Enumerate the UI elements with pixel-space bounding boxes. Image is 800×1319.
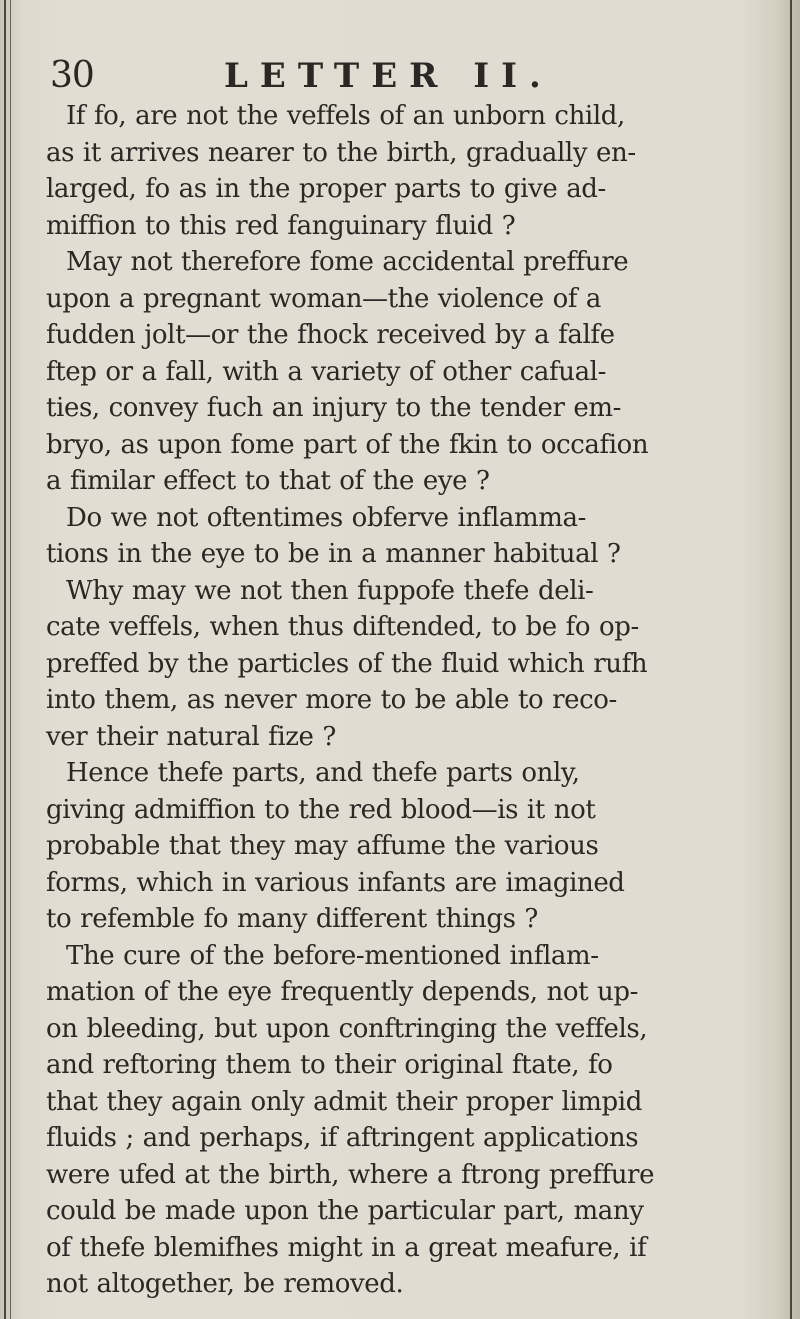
text-line: Do we not oftentimes obferve inflamma- [66, 502, 587, 533]
text-line: and reftoring them to their original ftate, fo [46, 1050, 613, 1080]
text-line: forms, which in various infants are imagined [46, 867, 625, 898]
text-line: that they again only admit their proper limpid [46, 1086, 642, 1117]
text-line: cate veffels, when thus diftended, to be fo op- [46, 612, 639, 642]
text-line: ver their natural fize ? [46, 721, 336, 752]
text-line: ftep or a fall, with a variety of other cafual- [46, 356, 606, 387]
text-line: fluids ; and perhaps, if aftringent applications [46, 1123, 639, 1153]
text-line: Why may we not then fuppofe thefe deli- [66, 575, 594, 606]
text-line: could be made upon the particular part, many [46, 1196, 644, 1226]
running-head: LETTER II. [224, 56, 553, 96]
page-edge-left-inner [10, 0, 11, 1319]
text-line: probable that they may affume the various [46, 831, 599, 861]
text-line: not altogether, be removed. [46, 1269, 404, 1299]
text-line: larged, fo as in the proper parts to give ad- [46, 174, 606, 204]
text-line: on bleeding, but upon conftringing the veffels, [46, 1013, 648, 1044]
body-text [46, 98, 770, 1303]
text-line: a fimilar effect to that of the eye ? [46, 466, 490, 496]
text-line: Hence thefe parts, and thefe parts only, [66, 758, 580, 788]
text-line: mation of the eye frequently depends, not up- [46, 977, 638, 1007]
text-line: miffion to this red fanguinary fluid ? [46, 210, 516, 241]
text-line: to refemble fo many different things ? [46, 904, 538, 934]
page-edge-right [790, 0, 792, 1319]
text-line: ties, convey fuch an injury to the tender em- [46, 393, 622, 423]
page-number: 30 [50, 55, 94, 96]
page-edge-left [4, 0, 6, 1319]
text-line: giving admiffion to the red blood—is it not [46, 794, 596, 825]
text-line: May not therefore fome accidental preffure [66, 247, 629, 277]
text-line: bryo, as upon fome part of the fkin to occafion [46, 429, 649, 460]
text-line: as it arrives nearer to the birth, gradually en- [46, 137, 636, 168]
text-line: tions in the eye to be in a manner habitual ? [46, 539, 621, 569]
text-line: If fo, are not the veffels of an unborn child, [66, 101, 625, 131]
page-header [50, 54, 750, 104]
text-line: The cure of the before-mentioned inflam- [66, 940, 599, 971]
text-line: into them, as never more to be able to reco- [46, 685, 617, 715]
text-line: fudden jolt—or the fhock received by a falfe [46, 320, 615, 350]
text-line: upon a pregnant woman—the violence of a [46, 283, 602, 314]
text-line: were ufed at the birth, where a ftrong preffure [46, 1159, 655, 1190]
text-line: of thefe blemifhes might in a great meafure, if [46, 1232, 647, 1263]
text-line: preffed by the particles of the fluid which rufh [46, 648, 648, 679]
